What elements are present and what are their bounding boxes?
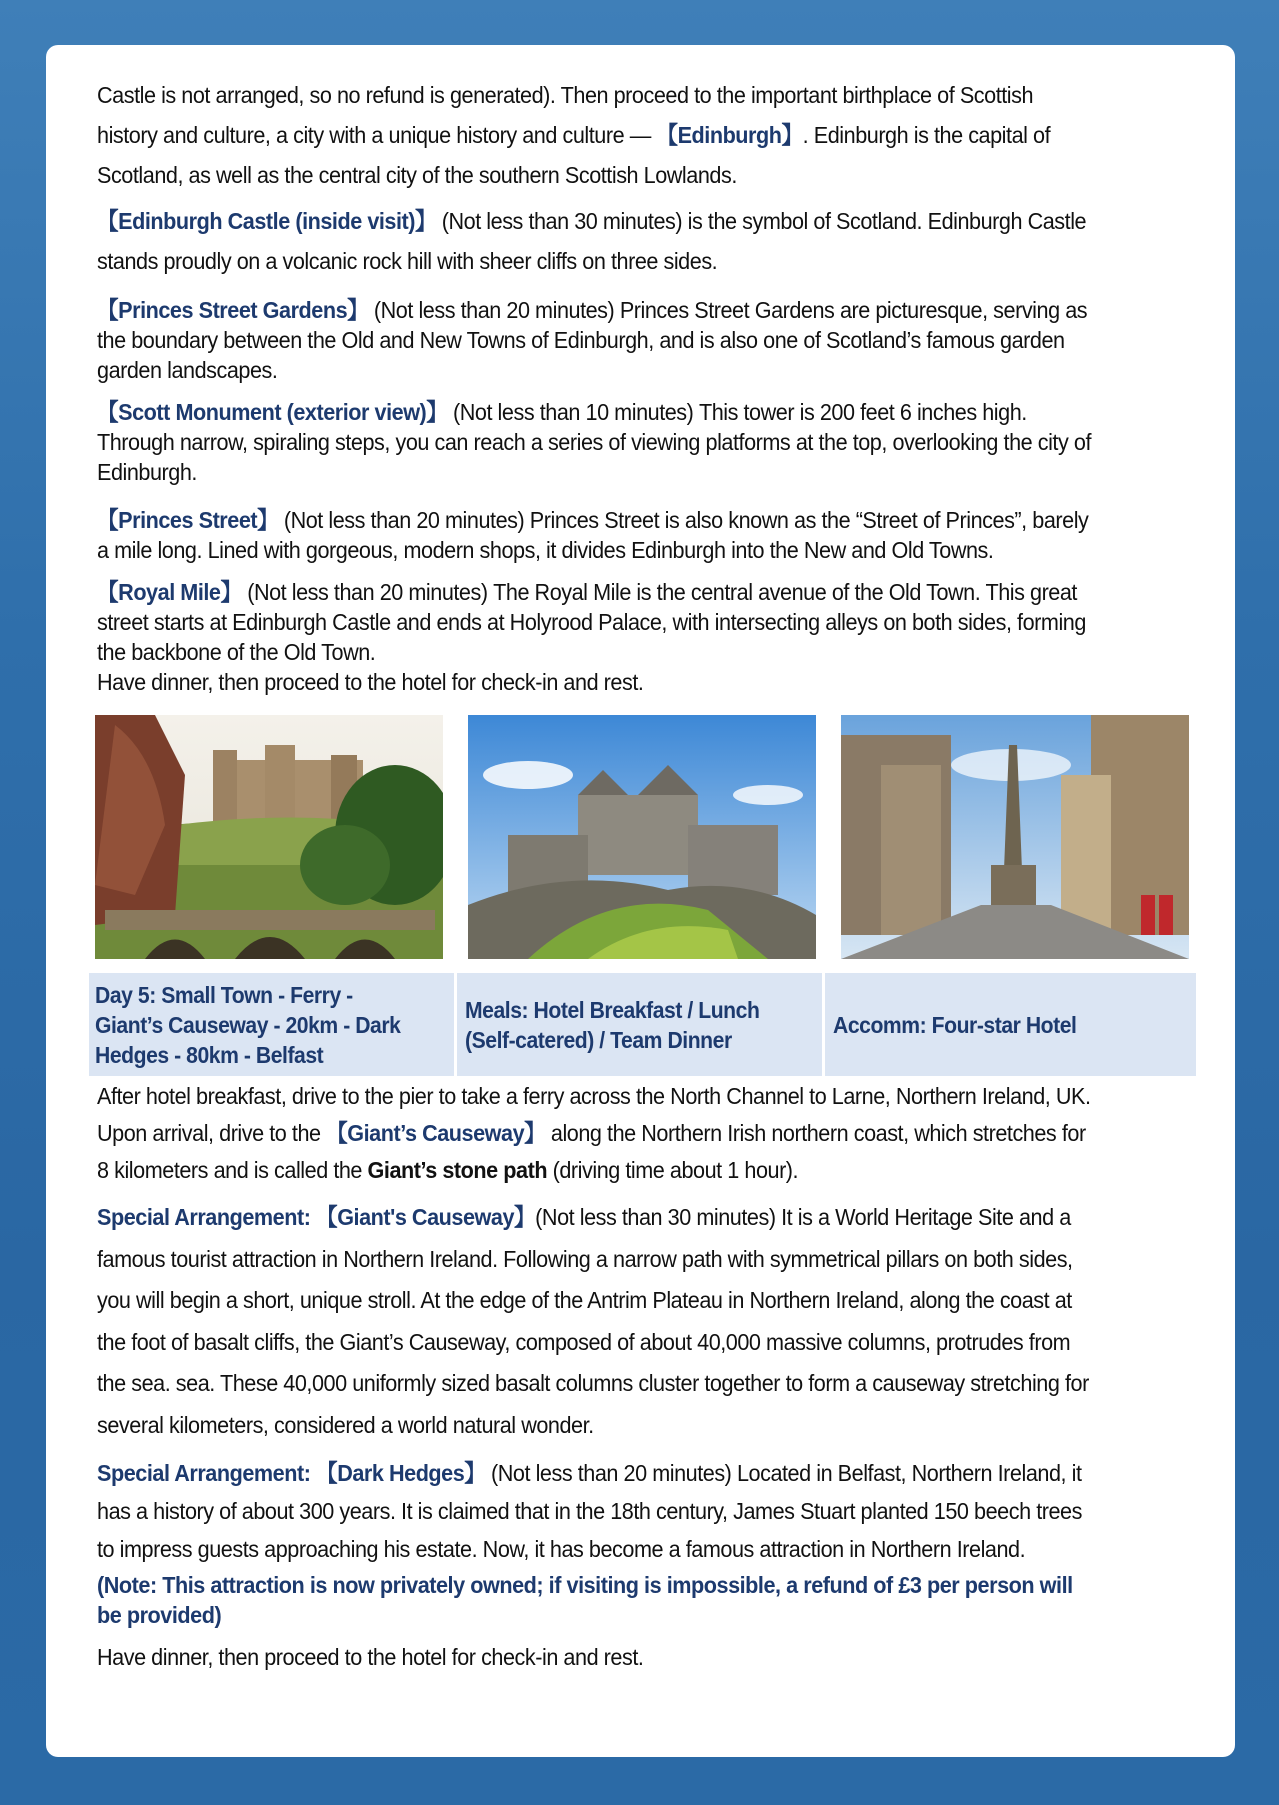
special-arrangement-label: Special Arrangement:: [97, 1460, 317, 1486]
dinner-note-1: Have dinner, then proceed to the hotel for check-in and rest.: [97, 669, 644, 695]
refund-note: (Note: This attraction is now privately owned; if visiting is impossible, a refund of £3 per person will be provided): [97, 1572, 1073, 1628]
day5-meals: Meals: Hotel Breakfast / Lunch (Self-catered) / Team Dinner: [465, 996, 760, 1053]
day5-intro-text-mid: along the Northern Irish northern coast, which stretches for 8 kilometers and is called the: [97, 1120, 1086, 1183]
edinburgh-castle-photo: [468, 715, 816, 959]
castle-on-hill-photo: [95, 715, 443, 959]
special-arrangement-giants-causeway: [97, 1197, 1095, 1446]
attraction-princes-street-gardens: [97, 295, 1095, 385]
day5-accomm-cell: [825, 973, 1196, 1076]
special-arrangement-text: (Not less than 20 minutes) Located in Belfast, Northern Ireland, it has a history of about 300 years. It is claimed that in the 18th century, James Stuart planted 150 beech trees to impress guests approaching his estate. Now, it has become a famous attraction in Northern Ireland.: [97, 1460, 1082, 1562]
giants-stone-path: Giant’s stone path: [367, 1157, 548, 1183]
attraction-name: 【Royal Mile】: [97, 579, 242, 605]
dinner-note-2: Have dinner, then proceed to the hotel for check-in and rest.: [97, 1644, 644, 1670]
attraction-name: 【Scott Monument (exterior view)】: [97, 399, 448, 425]
day5-intro-text-end: (driving time about 1 hour).: [547, 1157, 799, 1183]
day5-route-cell: [89, 973, 457, 1076]
attraction-name: 【Princes Street】: [97, 507, 279, 533]
itinerary-page: [46, 45, 1235, 1757]
attraction-desc: (Not less than 30 minutes) is the symbol of Scotland. Edinburgh Castle stands proudly on a volcanic rock hill with sheer cliffs on three sides.: [97, 208, 1087, 274]
attraction-name: 【Princes Street Gardens】: [97, 297, 369, 323]
day5-intro-text: After hotel breakfast, drive to the pier to take a ferry across the North Channel to Larne, Northern Ireland, UK. Upon arrival, drive to the: [97, 1083, 1091, 1146]
attraction-scott-monument: [97, 397, 1095, 487]
special-arrangement-text: (Not less than 30 minutes) It is a World Heritage Site and a famous tourist attraction in Northern Ireland. Following a narrow path with symmetrical pillars on both sides, you will begin a short, unique stroll. At the edge of the Antrim Plateau in Northern Ireland, along the coast at the foot of basalt cliffs, the Giant’s Causeway, composed of about 40,000 massive columns, protrudes from the sea. sea. These 40,000 uniformly sized basalt columns cluster together to form a causeway stretching for several kilometers, considered a world natural wonder.: [97, 1204, 1089, 1438]
attraction-edinburgh-castle: [97, 201, 1095, 281]
attraction-desc: (Not less than 20 minutes) Princes Street is also known as the “Street of Princes”, barely a mile long. Lined with gorgeous, modern shops, it divides Edinburgh into the New and Old Towns.: [97, 507, 1089, 563]
attraction-princes-street: [97, 505, 1095, 565]
day5-accomm: Accomm: Four-star Hotel: [833, 1011, 1077, 1038]
intro-text: Castle is not arranged, so no refund is generated). Then proceed to the important birthplace of Scottish history and culture, a city with a unique history and culture —: [97, 82, 1034, 148]
special-arrangement-label: Special Arrangement:: [97, 1204, 317, 1230]
day5-meals-cell: [457, 973, 825, 1076]
day5-header-row: [89, 973, 1196, 1076]
attraction-name: 【Edinburgh Castle (inside visit)】: [97, 208, 437, 234]
attraction-desc: (Not less than 20 minutes) The Royal Mile is the central avenue of the Old Town. This great street starts at Edinburgh Castle and ends at Holyrood Palace, with intersecting alleys on both sides, forming the backbone of the Old Town.: [97, 579, 1086, 665]
intro-paragraph: [97, 75, 1095, 195]
intro-text-end: . Edinburgh is the capital of Scotland, as well as the central city of the southern Scottish Lowlands.: [97, 122, 1051, 188]
special-arrangement-dark-hedges: [97, 1454, 1095, 1568]
giants-causeway-keyword: 【Giant’s Causeway】: [326, 1120, 546, 1146]
photo-row: [95, 715, 1189, 959]
attraction-desc: (Not less than 10 minutes) This tower is 200 feet 6 inches high. Through narrow, spiraling steps, you can reach a series of viewing platforms at the top, overlooking the city of Edinburgh.: [97, 399, 1092, 485]
attraction-desc: (Not less than 20 minutes) Princes Street Gardens are picturesque, serving as the boundary between the Old and New Towns of Edinburgh, and is also one of Scotland’s famous garden garden landscapes.: [97, 297, 1088, 383]
edinburgh-keyword: 【Edinburgh】: [656, 122, 803, 148]
special-arrangement-keyword: 【Dark Hedges】: [316, 1460, 486, 1486]
day5-intro-paragraph: [97, 1078, 1095, 1189]
day5-route: Day 5: Small Town - Ferry - Giant’s Causeway - 20km - Dark Hedges - 80km - Belfast: [95, 981, 401, 1068]
special-arrangement-keyword: 【Giant's Causeway】: [316, 1204, 536, 1230]
royal-mile-street-photo: [841, 715, 1189, 959]
attraction-royal-mile: [97, 577, 1095, 667]
